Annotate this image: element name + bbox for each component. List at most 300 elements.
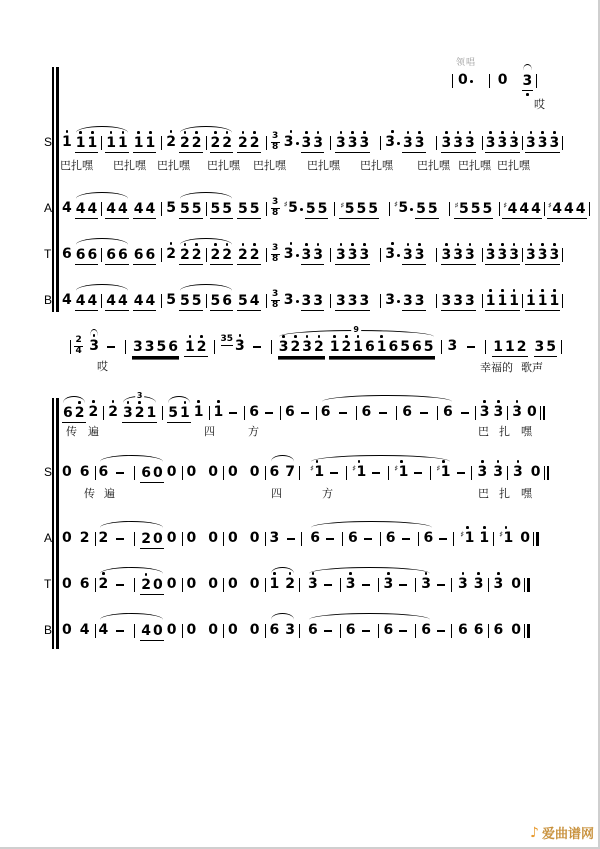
note bbox=[80, 464, 90, 480]
note-digit: 3 bbox=[493, 576, 504, 592]
dash-note bbox=[402, 538, 410, 540]
note-digit: 4 bbox=[87, 201, 98, 217]
note-digit: 1 bbox=[145, 135, 156, 151]
note bbox=[512, 404, 522, 420]
note-digit: 3 bbox=[549, 135, 560, 151]
note bbox=[394, 464, 408, 480]
note bbox=[108, 404, 118, 420]
note-digit: 2 bbox=[222, 247, 232, 263]
note bbox=[118, 201, 128, 217]
note-digit: 3 bbox=[347, 247, 358, 263]
sharp-icon: ♯ bbox=[547, 201, 552, 210]
note bbox=[157, 339, 167, 355]
note-digit: 5 bbox=[356, 201, 367, 217]
note bbox=[222, 247, 232, 263]
beam-group bbox=[402, 247, 426, 265]
note-digit: 3 bbox=[302, 339, 313, 355]
octave-dot-above bbox=[351, 243, 354, 246]
note bbox=[465, 135, 475, 151]
note bbox=[192, 293, 202, 309]
note bbox=[526, 247, 536, 263]
note-digit: 1 bbox=[505, 339, 515, 355]
barline bbox=[265, 578, 266, 592]
note bbox=[99, 530, 109, 546]
note-digit: 6 bbox=[310, 530, 320, 546]
note bbox=[479, 530, 489, 546]
note-digit: 2 bbox=[285, 576, 295, 592]
note bbox=[362, 404, 372, 420]
note-digit: 1 bbox=[106, 135, 116, 151]
beam-group bbox=[339, 201, 379, 219]
note-digit: 5 bbox=[305, 201, 316, 217]
beam-group bbox=[210, 135, 234, 153]
note bbox=[402, 404, 412, 420]
barline bbox=[388, 466, 389, 480]
octave-dot-above bbox=[305, 131, 308, 134]
octave-dot-above bbox=[442, 460, 445, 463]
note bbox=[314, 339, 324, 355]
final-barline bbox=[533, 532, 539, 546]
note-digit: 3 bbox=[485, 135, 496, 151]
barline bbox=[437, 406, 438, 420]
octave-dot-above bbox=[387, 572, 390, 575]
note bbox=[483, 201, 493, 217]
note-digit: 3 bbox=[497, 135, 508, 151]
note-digit: 5 bbox=[368, 201, 379, 217]
note bbox=[302, 293, 312, 309]
slur-group bbox=[99, 576, 164, 592]
dash-note bbox=[372, 472, 380, 474]
note-digit: 6 bbox=[473, 622, 484, 638]
note bbox=[62, 464, 72, 480]
note bbox=[211, 293, 221, 309]
octave-dot-above bbox=[312, 572, 315, 575]
octave-dot-above bbox=[253, 131, 256, 134]
octave-dot-above bbox=[197, 400, 200, 403]
barline bbox=[436, 136, 437, 150]
beam-group bbox=[485, 247, 520, 265]
note bbox=[385, 292, 400, 308]
note-digit: 3 bbox=[414, 247, 425, 263]
note bbox=[505, 339, 515, 355]
barline bbox=[206, 136, 207, 150]
lyric: 遍 bbox=[88, 425, 99, 438]
note-digit: 4 bbox=[133, 293, 144, 309]
note bbox=[279, 339, 289, 355]
barline bbox=[451, 578, 452, 592]
note bbox=[306, 201, 316, 217]
barline bbox=[134, 624, 135, 638]
octave-dot-above bbox=[457, 131, 460, 134]
octave-dot-above bbox=[102, 572, 105, 575]
octave-dot-above bbox=[340, 243, 343, 246]
barline bbox=[103, 406, 104, 420]
octave-dot-above bbox=[445, 243, 448, 246]
system-barline bbox=[56, 67, 59, 312]
system-barline bbox=[52, 67, 54, 312]
barline bbox=[380, 136, 381, 150]
note-digit: 1 bbox=[269, 576, 280, 592]
octave-dot-above bbox=[282, 335, 285, 338]
note-digit: 3 bbox=[345, 576, 356, 592]
note-digit: 2 bbox=[196, 339, 207, 355]
note-digit: 5 bbox=[400, 339, 411, 355]
dash-note bbox=[116, 630, 124, 632]
octave-dot-above bbox=[289, 572, 292, 575]
beam-group bbox=[492, 339, 527, 357]
note-digit: 6 bbox=[388, 339, 399, 355]
note bbox=[474, 576, 484, 592]
octave-dot-above bbox=[501, 289, 504, 292]
barline bbox=[346, 466, 347, 480]
note bbox=[80, 576, 90, 592]
beam-group bbox=[301, 247, 325, 265]
note-digit: 3 bbox=[144, 339, 155, 355]
octave-dot-above bbox=[516, 400, 519, 403]
note bbox=[548, 201, 562, 217]
note bbox=[106, 135, 116, 151]
augmentation-dot bbox=[296, 142, 299, 145]
slur-group bbox=[321, 404, 453, 420]
note bbox=[336, 247, 346, 263]
note bbox=[250, 293, 260, 309]
beam-group bbox=[75, 293, 99, 311]
note-digit: 3 bbox=[347, 135, 358, 151]
beam-group bbox=[122, 405, 157, 423]
barline bbox=[206, 294, 207, 308]
note bbox=[519, 201, 529, 217]
barline bbox=[266, 294, 267, 308]
barline bbox=[380, 294, 381, 308]
note-digit: 4 bbox=[145, 293, 156, 309]
beam-group bbox=[329, 339, 435, 357]
octave-dot-above bbox=[530, 289, 533, 292]
sharp-icon: ♯ bbox=[394, 464, 399, 473]
sharp-icon: ♯ bbox=[283, 200, 288, 209]
note-digit: 6 bbox=[423, 530, 434, 546]
note-digit: 3 bbox=[313, 247, 324, 263]
note-digit: 2 bbox=[249, 135, 260, 151]
augmentation-dot bbox=[296, 300, 299, 303]
note bbox=[442, 135, 452, 151]
slur-group bbox=[62, 405, 86, 420]
octave-dot-above bbox=[184, 243, 187, 246]
dash-note bbox=[324, 584, 332, 586]
note bbox=[511, 576, 521, 592]
note bbox=[436, 464, 450, 480]
lyric: 传 bbox=[66, 425, 77, 438]
note bbox=[313, 293, 323, 309]
note bbox=[415, 135, 425, 151]
octave-dot-above bbox=[79, 131, 82, 134]
beam-group bbox=[278, 339, 325, 357]
barline bbox=[299, 578, 300, 592]
barline bbox=[562, 136, 563, 150]
barline bbox=[522, 294, 523, 308]
note-digit: 3 bbox=[313, 293, 324, 309]
note bbox=[342, 339, 352, 355]
octave-dot-above bbox=[513, 289, 516, 292]
note bbox=[442, 293, 452, 309]
octave-dot-above bbox=[273, 572, 276, 575]
note-digit: 1 bbox=[118, 135, 128, 151]
note bbox=[453, 247, 463, 263]
barline bbox=[95, 624, 96, 638]
note-digit: 0 bbox=[153, 531, 163, 547]
note-digit: 4 bbox=[575, 201, 586, 217]
note-digit: 6 bbox=[79, 576, 90, 592]
note bbox=[76, 293, 86, 309]
note-digit: 0 bbox=[208, 622, 218, 638]
note-digit: 5 bbox=[288, 200, 298, 216]
note bbox=[238, 135, 248, 151]
note bbox=[321, 404, 331, 420]
beam-group bbox=[105, 247, 129, 265]
note-digit: 2 bbox=[166, 246, 176, 262]
music-line-tutti bbox=[62, 391, 545, 421]
note-digit: 6 bbox=[345, 622, 356, 638]
note bbox=[238, 247, 248, 263]
barline bbox=[206, 248, 207, 262]
note-digit: 3 bbox=[89, 338, 100, 354]
note bbox=[80, 530, 90, 546]
note-digit: 3 bbox=[385, 292, 396, 308]
music-line-solo bbox=[70, 325, 562, 356]
note-digit: 3 bbox=[441, 247, 452, 263]
note bbox=[197, 339, 207, 355]
barline bbox=[182, 578, 183, 592]
note bbox=[285, 622, 295, 638]
octave-dot-above bbox=[418, 131, 421, 134]
note-digit: 6 bbox=[98, 464, 109, 480]
dash-note bbox=[326, 538, 334, 540]
note bbox=[284, 200, 303, 216]
note-digit: 0 bbox=[166, 464, 177, 480]
barline bbox=[95, 578, 96, 592]
note-digit: 3 bbox=[285, 622, 295, 638]
note bbox=[167, 464, 177, 480]
note-digit: 1 bbox=[509, 293, 520, 309]
note-digit: 2 bbox=[516, 339, 527, 355]
slur-group bbox=[270, 464, 296, 480]
tuplet-number: 3 bbox=[136, 391, 143, 400]
note bbox=[76, 247, 86, 263]
note bbox=[357, 201, 367, 217]
barline bbox=[475, 406, 476, 420]
note-digit: 3 bbox=[458, 576, 468, 592]
note bbox=[486, 247, 496, 263]
note-digit: 3 bbox=[278, 339, 289, 355]
beam-group bbox=[140, 465, 164, 483]
note bbox=[62, 622, 72, 638]
note-digit: 0 bbox=[208, 530, 218, 546]
octave-dot-above bbox=[457, 243, 460, 246]
sharp-icon: ♯ bbox=[394, 200, 398, 209]
barline bbox=[451, 624, 452, 638]
note-digit: 3 bbox=[421, 576, 431, 592]
note-digit: 2 bbox=[134, 405, 145, 421]
lyric: 巴扎嘿 bbox=[417, 159, 450, 172]
barline bbox=[162, 406, 163, 420]
note-digit: 4 bbox=[531, 201, 541, 217]
grace-notes: 35 bbox=[220, 334, 234, 345]
part-label-t: T bbox=[44, 247, 52, 261]
note bbox=[238, 201, 248, 217]
dash-note bbox=[364, 538, 372, 540]
barline bbox=[488, 624, 489, 638]
barline bbox=[415, 578, 416, 592]
octave-dot-above bbox=[226, 243, 229, 246]
barline bbox=[342, 532, 343, 546]
note-digit: 6 bbox=[63, 405, 73, 421]
note bbox=[498, 72, 508, 88]
note-digit: 2 bbox=[210, 247, 221, 263]
note bbox=[421, 622, 431, 638]
note bbox=[285, 464, 295, 480]
octave-dot-above bbox=[466, 526, 469, 529]
note-digit: 3 bbox=[269, 530, 280, 546]
note-digit: 6 bbox=[106, 247, 116, 263]
note-digit: 5 bbox=[482, 201, 493, 217]
note-digit: 3 bbox=[453, 247, 464, 263]
note bbox=[509, 247, 519, 263]
note bbox=[348, 247, 358, 263]
note bbox=[313, 247, 323, 263]
slur-group bbox=[75, 293, 129, 308]
note-digit: 4 bbox=[75, 201, 86, 217]
slur-group bbox=[270, 622, 296, 638]
note bbox=[474, 622, 484, 638]
time-signature: 3 8 bbox=[272, 289, 279, 310]
note bbox=[123, 405, 133, 421]
note bbox=[192, 201, 202, 217]
octave-dot-above bbox=[477, 572, 480, 575]
note-digit: 3 bbox=[537, 247, 548, 263]
part-label-s: S bbox=[44, 135, 53, 149]
note-digit: 3 bbox=[414, 293, 425, 309]
slur-group bbox=[75, 201, 129, 216]
note-digit: 1 bbox=[133, 135, 144, 151]
octave-dot-above bbox=[513, 243, 516, 246]
lead-singer-label: 领唱 bbox=[456, 58, 477, 68]
beam-group bbox=[75, 201, 99, 219]
note-digit: 2 bbox=[191, 247, 202, 263]
music-line-lead-intro bbox=[452, 71, 537, 88]
note-digit: 1 bbox=[353, 339, 364, 355]
octave-dot-above bbox=[358, 460, 361, 463]
note-digit: 3 bbox=[526, 247, 536, 263]
music-line-s1 bbox=[62, 133, 563, 150]
note bbox=[308, 622, 318, 638]
note-digit: 3 bbox=[493, 404, 504, 420]
beam-group bbox=[522, 73, 534, 91]
final-barline bbox=[524, 578, 530, 592]
barline bbox=[471, 466, 472, 480]
octave-dot-above bbox=[290, 130, 293, 133]
note bbox=[208, 464, 218, 480]
note-digit: 3 bbox=[509, 135, 520, 151]
note-digit: 0 bbox=[249, 622, 260, 638]
note-digit: 4 bbox=[98, 622, 109, 638]
note-digit: 3 bbox=[313, 135, 324, 151]
note bbox=[141, 623, 151, 639]
octave-dot-above bbox=[483, 526, 486, 529]
note bbox=[250, 247, 260, 263]
note-digit: 1 bbox=[497, 293, 508, 309]
note-digit: 1 bbox=[185, 339, 195, 355]
note-digit: 6 bbox=[385, 530, 396, 546]
note bbox=[168, 405, 178, 421]
note-digit: 2 bbox=[166, 134, 176, 150]
octave-dot-above bbox=[363, 131, 366, 134]
octave-dot-above bbox=[93, 334, 96, 337]
note-digit: 0 bbox=[249, 530, 260, 546]
octave-dot-above bbox=[138, 401, 141, 404]
note bbox=[416, 201, 426, 217]
note bbox=[106, 201, 116, 217]
barline bbox=[507, 406, 508, 420]
note-digit: 0 bbox=[530, 464, 541, 480]
note-digit: 0 bbox=[166, 576, 177, 592]
note bbox=[346, 622, 356, 638]
beam-group bbox=[441, 135, 476, 153]
octave-dot-above bbox=[530, 243, 533, 246]
note-digit: 2 bbox=[108, 404, 118, 420]
note bbox=[348, 135, 358, 151]
note bbox=[270, 622, 280, 638]
note bbox=[146, 247, 156, 263]
octave-dot-above bbox=[184, 131, 187, 134]
note bbox=[394, 200, 413, 216]
barline bbox=[562, 294, 563, 308]
note bbox=[76, 135, 86, 151]
beam-group bbox=[441, 247, 476, 265]
barline bbox=[223, 532, 224, 546]
beam-group bbox=[402, 293, 426, 311]
note bbox=[576, 201, 586, 217]
note bbox=[62, 530, 72, 546]
octave-dot-above bbox=[363, 243, 366, 246]
note bbox=[531, 464, 541, 480]
note bbox=[538, 247, 548, 263]
note bbox=[486, 293, 496, 309]
note bbox=[270, 576, 280, 592]
note-digit: 5 bbox=[210, 201, 221, 217]
part-label-t: T bbox=[44, 577, 52, 591]
site-watermark bbox=[530, 823, 594, 842]
lyric: 哎 bbox=[97, 360, 108, 373]
octave-dot-above bbox=[195, 243, 198, 246]
note bbox=[134, 201, 144, 217]
note-digit: 4 bbox=[118, 293, 128, 309]
note-digit: 0 bbox=[62, 576, 72, 592]
note-digit: 3 bbox=[453, 293, 464, 309]
note-digit: 4 bbox=[62, 292, 72, 308]
octave-dot-above bbox=[242, 131, 245, 134]
note-digit: 4 bbox=[62, 200, 72, 216]
slur-group bbox=[278, 325, 435, 355]
note bbox=[308, 576, 318, 592]
note-digit: 3 bbox=[336, 247, 346, 263]
part-label-s: S bbox=[44, 465, 53, 479]
barline bbox=[415, 624, 416, 638]
barline bbox=[214, 340, 215, 354]
octave-dot-above bbox=[317, 243, 320, 246]
note bbox=[180, 293, 190, 309]
note-digit: 5 bbox=[459, 201, 469, 217]
note-digit: 6 bbox=[269, 622, 280, 638]
note bbox=[106, 247, 116, 263]
